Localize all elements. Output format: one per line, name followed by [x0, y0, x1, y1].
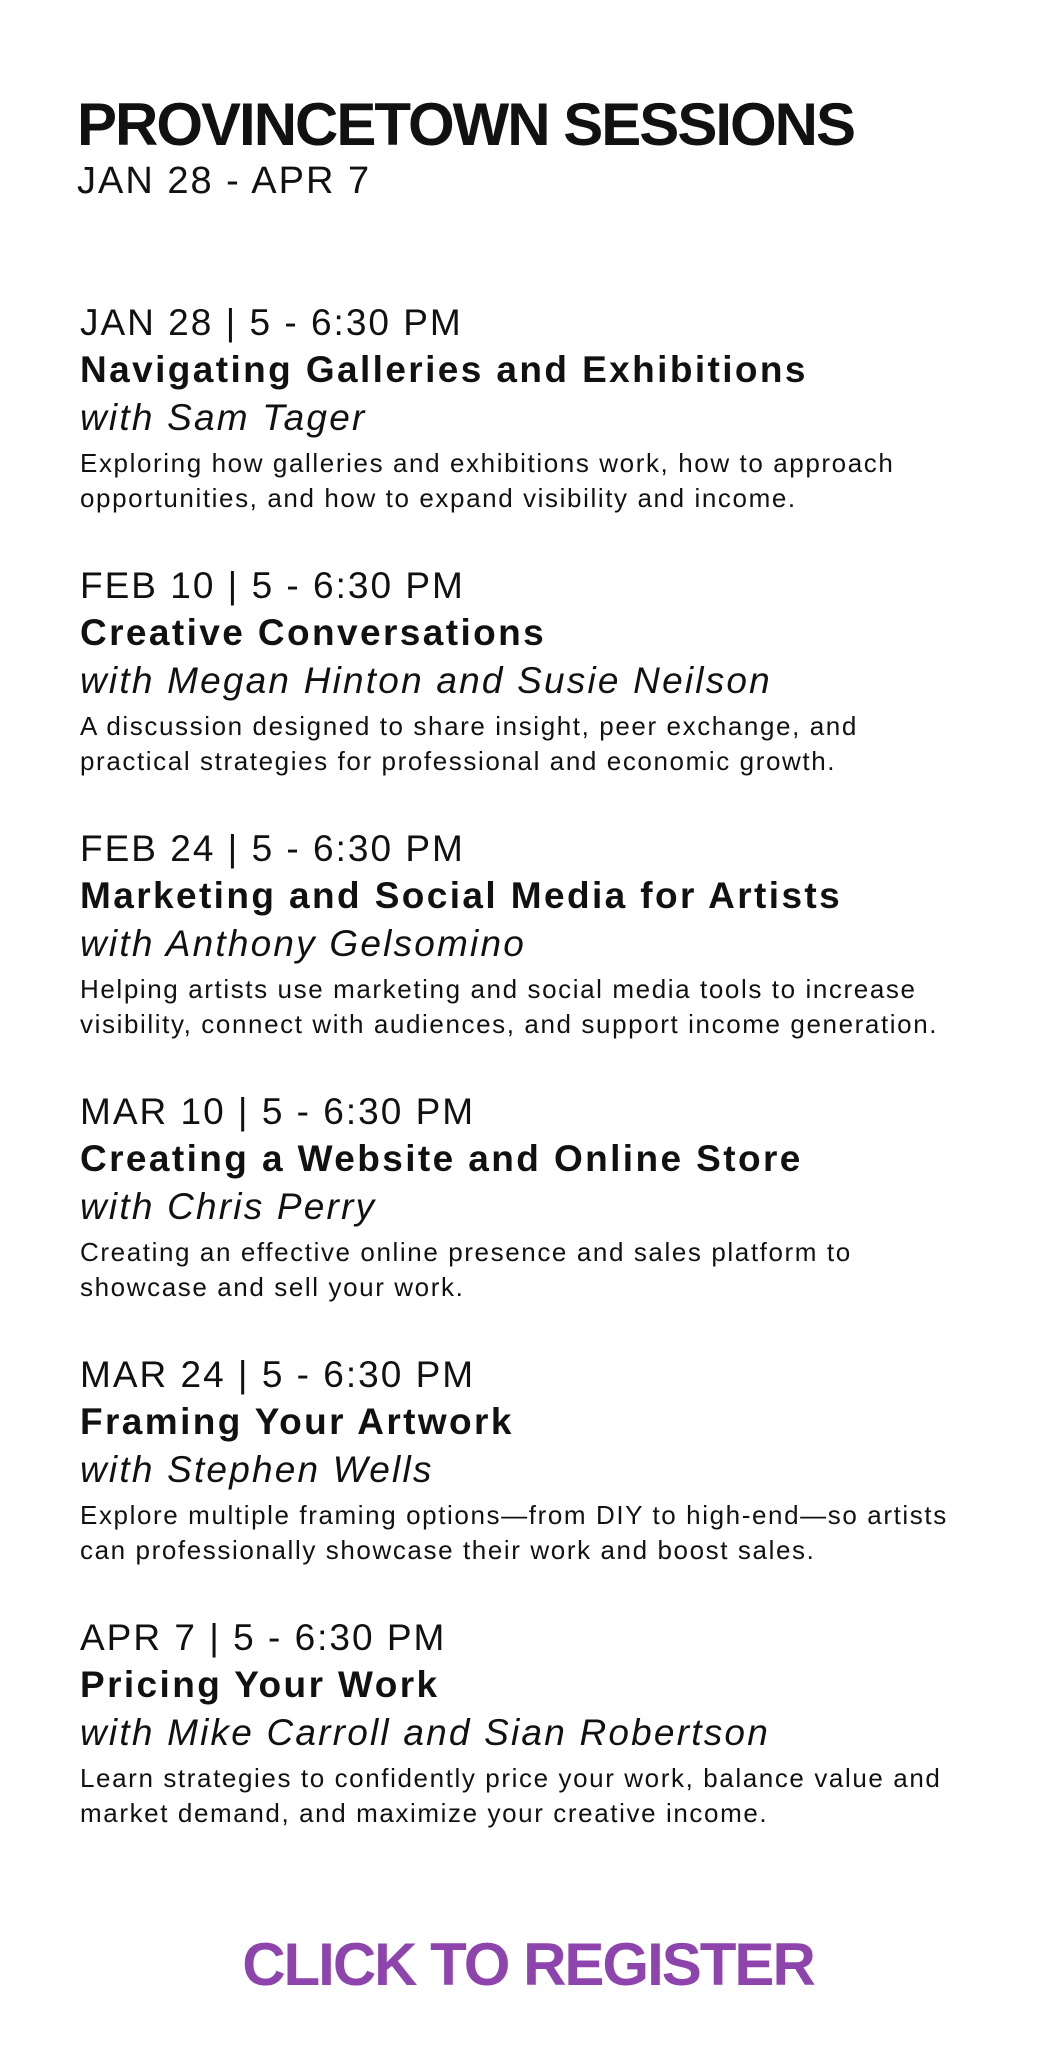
session-item	[80, 826, 1000, 1089]
session-title: Creative Conversations	[80, 612, 547, 653]
session-host: with Mike Carroll and Sian Robertson	[80, 1712, 770, 1753]
session-item	[80, 1089, 1000, 1352]
session-description-line: Exploring how galleries and exhibitions work, how to approach	[80, 448, 895, 478]
session-item	[80, 300, 1000, 563]
session-description	[80, 709, 1000, 779]
session-description-line: market demand, and maximize your creative income.	[80, 1798, 769, 1828]
session-list	[80, 300, 1000, 1878]
session-description-line: practical strategies for professional and economic growth.	[80, 746, 837, 776]
session-description-line: A discussion designed to share insight, peer exchange, and	[80, 711, 858, 741]
series-date-range: JAN 28 - APR 7	[77, 160, 372, 202]
session-title: Pricing Your Work	[80, 1664, 440, 1705]
page-header	[77, 92, 854, 204]
session-title: Creating a Website and Online Store	[80, 1138, 803, 1179]
session-item	[80, 563, 1000, 826]
session-host: with Chris Perry	[80, 1186, 377, 1227]
session-date: APR 7 | 5 - 6:30 PM	[80, 1617, 447, 1658]
register-link[interactable]: CLICK TO REGISTER	[242, 1931, 814, 1998]
session-description	[80, 1235, 1000, 1305]
session-item	[80, 1352, 1000, 1615]
session-description	[80, 972, 1000, 1042]
session-description-line: opportunities, and how to expand visibility and income.	[80, 483, 797, 513]
session-host: with Megan Hinton and Susie Neilson	[80, 660, 772, 701]
session-host: with Stephen Wells	[80, 1449, 434, 1490]
session-description-line: can professionally showcase their work and boost sales.	[80, 1535, 816, 1565]
session-description	[80, 1498, 1000, 1568]
session-description	[80, 446, 1000, 516]
session-description-line: Creating an effective online presence and sales platform to	[80, 1237, 852, 1267]
session-item	[80, 1615, 1000, 1878]
session-title: Marketing and Social Media for Artists	[80, 875, 843, 916]
session-description-line: visibility, connect with audiences, and support income generation.	[80, 1009, 939, 1039]
session-description-line: Explore multiple framing options—from DIY to high-end—so artists	[80, 1500, 948, 1530]
session-host: with Sam Tager	[80, 397, 367, 438]
session-description-line: Learn strategies to confidently price your work, balance value and	[80, 1763, 942, 1793]
session-title: Navigating Galleries and Exhibitions	[80, 349, 808, 390]
session-description-line: showcase and sell your work.	[80, 1272, 465, 1302]
session-date: JAN 28 | 5 - 6:30 PM	[80, 302, 463, 343]
session-date: MAR 10 | 5 - 6:30 PM	[80, 1091, 476, 1132]
session-description	[80, 1761, 1000, 1831]
session-description-line: Helping artists use marketing and social media tools to increase	[80, 974, 917, 1004]
session-title: Framing Your Artwork	[80, 1401, 514, 1442]
session-date: FEB 24 | 5 - 6:30 PM	[80, 828, 465, 869]
session-date: MAR 24 | 5 - 6:30 PM	[80, 1354, 476, 1395]
page-title: PROVINCETOWN SESSIONS	[77, 91, 855, 158]
session-date: FEB 10 | 5 - 6:30 PM	[80, 565, 465, 606]
session-host: with Anthony Gelsomino	[80, 923, 527, 964]
